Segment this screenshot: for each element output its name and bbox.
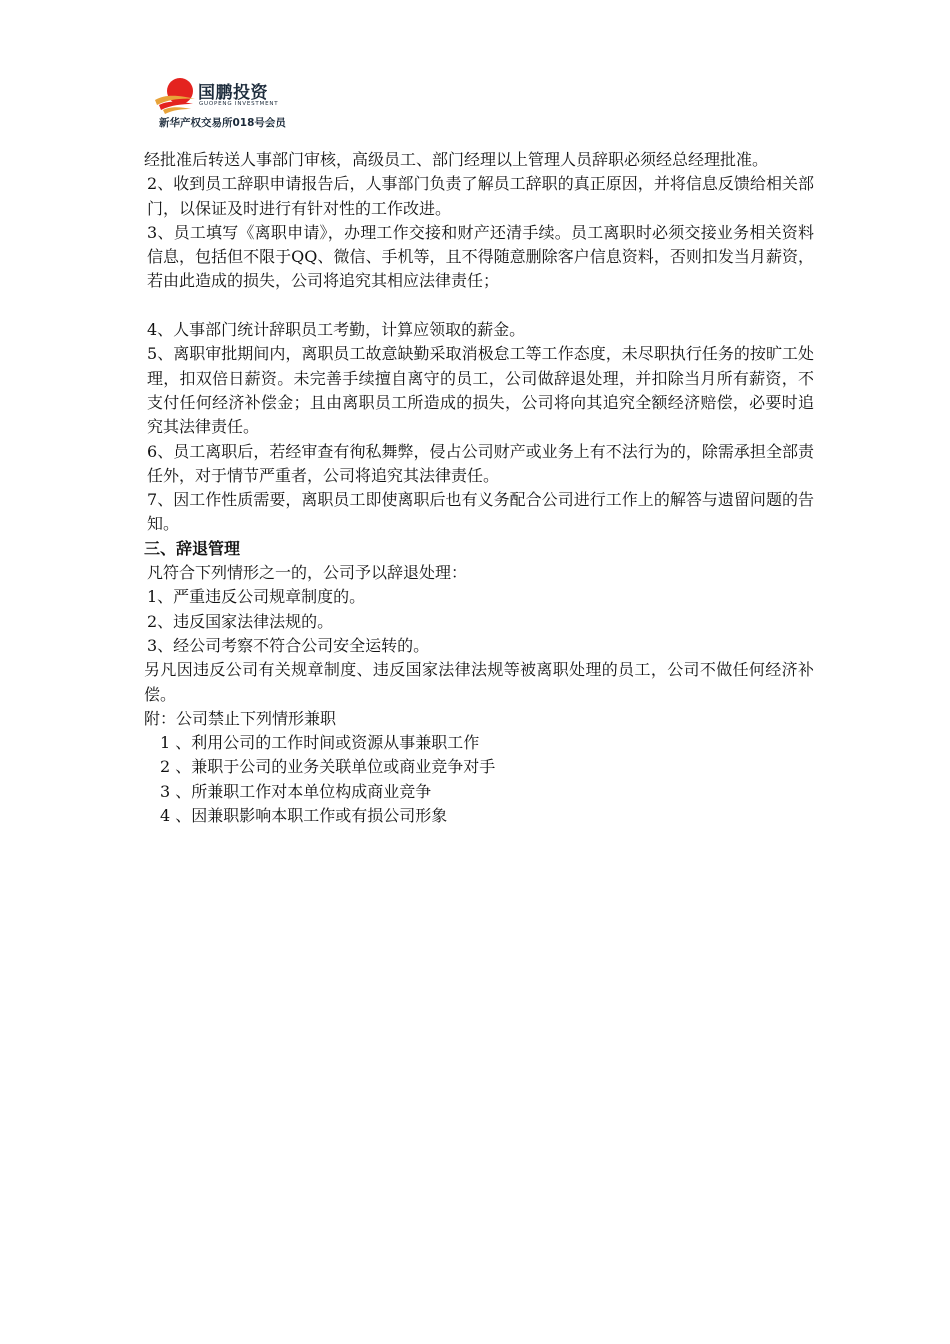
dismissal-intro: 凡符合下列情形之一的，公司予以辞退处理：	[147, 563, 468, 583]
list-item-dismissal-3: 3、经公司考察不符合公司安全运转的。	[147, 635, 430, 655]
dismissal-compensation-note: 另凡因违反公司有关规章制度、违反国家法律法规等被离职处理的员工，公司不做任何经济补偿。	[144, 660, 814, 704]
logo-english-name: GUOPENG INVESTMENT	[199, 101, 279, 107]
sun-wing-emblem-icon	[153, 74, 199, 118]
list-item-resignation-5: 5、离职审批期间内，离职员工故意缺勤采取消极怠工等工作态度，未尽职执行任务的按旷工处理，扣双倍日薪资。未完善手续擅自离守的员工，公司做辞退处理，并扣除当月所有薪资，不支付任何经济补偿金；且由离职员工所造成的损失，公司将向其追究全额经济赔偿，必要时追究其法律责任。	[147, 344, 814, 437]
logo-membership-note: 新华产权交易所018号会员	[159, 117, 286, 129]
paragraph-approval-continued: 经批准后转送人事部门审核，高级员工、部门经理以上管理人员辞职必须经总经理批准。	[144, 150, 769, 169]
list-item-resignation-2: 2、收到员工辞职申请报告后，人事部门负责了解员工辞职的真正原因，并将信息反馈给相关部门，以保证及时进行有针对性的工作改进。	[147, 174, 814, 218]
company-logo	[153, 74, 293, 134]
list-item-resignation-3: 3、员工填写《离职申请》，办理工作交接和财产还清手续。员工离职时必须交接业务相关资料信息，包括但不限于QQ、微信、手机等，且不得随意删除客户信息资料，否则扣发当月薪资，若由此造成的损失，公司将追究其相应法律责任；	[147, 222, 814, 291]
appendix-heading: 附：公司禁止下列情形兼职	[144, 708, 337, 728]
list-item-moonlighting-4: 4 、因兼职影响本职工作或有损公司形象	[160, 806, 448, 826]
list-item-moonlighting-3: 3 、所兼职工作对本单位构成商业竞争	[160, 781, 432, 801]
list-item-moonlighting-1: 1 、利用公司的工作时间或资源从事兼职工作	[160, 733, 480, 753]
logo-company-name: 国鹏投资	[198, 83, 268, 103]
list-item-resignation-6: 6、员工离职后，若经审查有徇私舞弊，侵占公司财产或业务上有不法行为的，除需承担全部责任外，对于情节严重者，公司将追究其法律责任。	[147, 441, 814, 485]
list-item-dismissal-2: 2、违反国家法律法规的。	[147, 611, 334, 631]
section-heading-dismissal: 三、辞退管理	[144, 538, 241, 558]
list-item-dismissal-1: 1、严重违反公司规章制度的。	[147, 587, 366, 607]
list-item-moonlighting-2: 2 、兼职于公司的业务关联单位或商业竞争对手	[160, 757, 496, 777]
document-body	[144, 148, 814, 828]
list-item-resignation-7: 7、因工作性质需要，离职员工即使离职后也有义务配合公司进行工作上的解答与遗留问题的告知。	[147, 490, 814, 534]
blank-line	[144, 294, 814, 318]
list-item-resignation-4: 4、人事部门统计辞职员工考勤，计算应领取的薪金。	[147, 320, 526, 340]
